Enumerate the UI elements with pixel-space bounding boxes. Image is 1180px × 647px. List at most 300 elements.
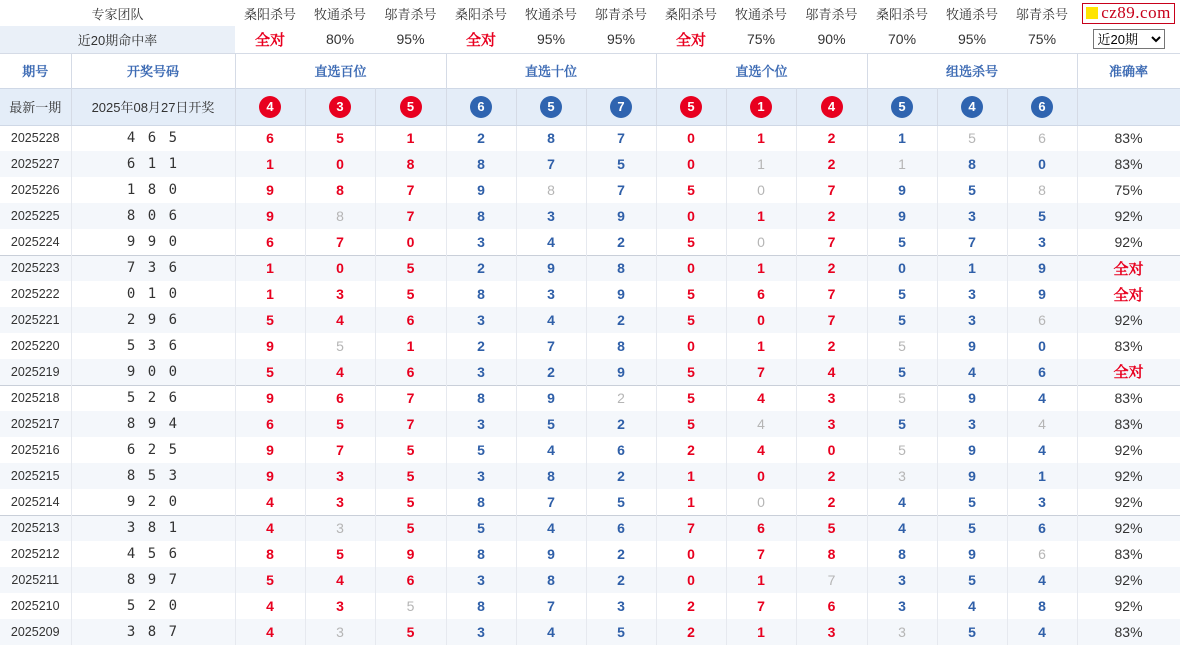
- kill-number: 5: [867, 229, 937, 255]
- kill-number: 4: [726, 411, 796, 437]
- kill-number: 0: [726, 229, 796, 255]
- kill-number: 7: [516, 593, 586, 619]
- issue-number: 2025218: [0, 385, 71, 411]
- kill-number: 6: [1007, 515, 1077, 541]
- kill-number: 1: [726, 151, 796, 177]
- expert-name: 桑阳杀号: [876, 6, 929, 22]
- kill-number: 9: [375, 541, 446, 567]
- kill-number: 9: [867, 177, 937, 203]
- draw-numbers: 8 0 6: [71, 203, 235, 229]
- kill-number: 9: [937, 541, 1007, 567]
- kill-number: 4: [937, 593, 1007, 619]
- kill-number: 5: [305, 411, 375, 437]
- hit-rate-row: [0, 26, 1180, 53]
- kill-number: 3: [446, 411, 516, 437]
- kill-number: 7: [726, 359, 796, 385]
- kill-number: 0: [867, 255, 937, 281]
- table-row: [0, 359, 1180, 385]
- kill-number: 1: [867, 125, 937, 151]
- kill-number: 4: [516, 229, 586, 255]
- kill-number: 3: [1007, 489, 1077, 515]
- hit-rate: 全对: [656, 26, 726, 53]
- kill-number: 7: [375, 411, 446, 437]
- kill-number: 3: [305, 489, 375, 515]
- number-ball: 7: [610, 96, 632, 118]
- kill-number: 9: [867, 203, 937, 229]
- kill-number: 8: [516, 125, 586, 151]
- kill-number: 5: [656, 307, 726, 333]
- kill-number: 2: [586, 541, 656, 567]
- kill-number: 8: [446, 385, 516, 411]
- kill-number: 5: [937, 619, 1007, 645]
- kill-number: 4: [937, 359, 1007, 385]
- accuracy-value: 92%: [1077, 437, 1180, 463]
- group-header-units: 直选个位: [656, 53, 867, 88]
- table-row: [0, 281, 1180, 307]
- kill-number: 5: [937, 125, 1007, 151]
- latest-ball-cell: [796, 88, 867, 125]
- kill-number: 2: [796, 203, 867, 229]
- kill-number: 4: [867, 515, 937, 541]
- latest-ball-cell: [1007, 88, 1077, 125]
- expert-name: 桑阳杀号: [455, 6, 508, 22]
- kill-number: 4: [235, 593, 305, 619]
- kill-number: 7: [586, 177, 656, 203]
- issue-number: 2025211: [0, 567, 71, 593]
- kill-number: 8: [796, 541, 867, 567]
- kill-number: 1: [937, 255, 1007, 281]
- kill-number: 9: [937, 333, 1007, 359]
- draw-numbers: 8 9 7: [71, 567, 235, 593]
- kill-number: 2: [796, 463, 867, 489]
- kill-number: 0: [656, 125, 726, 151]
- kill-number: 0: [305, 151, 375, 177]
- group-header-group-kill: 组选杀号: [867, 53, 1077, 88]
- table-row: [0, 489, 1180, 515]
- kill-number: 2: [586, 229, 656, 255]
- issue-number: 2025213: [0, 515, 71, 541]
- kill-number: 0: [726, 307, 796, 333]
- table-row: [0, 411, 1180, 437]
- group-header-row: [0, 53, 1180, 88]
- kill-number: 5: [656, 385, 726, 411]
- kill-number: 9: [235, 203, 305, 229]
- kill-number: 5: [1007, 203, 1077, 229]
- kill-number: 5: [375, 463, 446, 489]
- kill-number: 2: [446, 333, 516, 359]
- group-header-hundreds: 直选百位: [235, 53, 446, 88]
- kill-number: 5: [235, 567, 305, 593]
- kill-number: 7: [726, 593, 796, 619]
- kill-number: 5: [867, 437, 937, 463]
- number-ball: 5: [891, 96, 913, 118]
- kill-number: 3: [586, 593, 656, 619]
- kill-number: 5: [656, 359, 726, 385]
- kill-number: 5: [656, 281, 726, 307]
- latest-ball-cell: [305, 88, 375, 125]
- kill-number: 5: [375, 619, 446, 645]
- kill-number: 5: [586, 619, 656, 645]
- kill-number: 8: [375, 151, 446, 177]
- kill-number: 4: [1007, 385, 1077, 411]
- kill-number: 3: [446, 359, 516, 385]
- issue-number: 2025210: [0, 593, 71, 619]
- issue-number: 2025221: [0, 307, 71, 333]
- draw-numbers: 8 5 3: [71, 463, 235, 489]
- table-row: [0, 541, 1180, 567]
- latest-label: 最新一期: [0, 88, 71, 125]
- latest-issue-row: [0, 88, 1180, 125]
- kill-number: 9: [235, 333, 305, 359]
- kill-number: 3: [937, 281, 1007, 307]
- accuracy-value: 83%: [1077, 541, 1180, 567]
- kill-number: 4: [1007, 411, 1077, 437]
- draw-numbers: 8 9 4: [71, 411, 235, 437]
- kill-number: 7: [516, 333, 586, 359]
- kill-number: 8: [446, 541, 516, 567]
- issue-number: 2025228: [0, 125, 71, 151]
- kill-number: 2: [796, 151, 867, 177]
- kill-number: 9: [937, 463, 1007, 489]
- kill-number: 9: [516, 541, 586, 567]
- draw-numbers: 3 8 1: [71, 515, 235, 541]
- kill-number: 4: [516, 619, 586, 645]
- kill-number: 6: [726, 281, 796, 307]
- hit-rate: 90%: [796, 26, 867, 53]
- kill-number: 4: [516, 515, 586, 541]
- kill-number: 1: [726, 203, 796, 229]
- hit-rate: 95%: [586, 26, 656, 53]
- kill-number: 5: [796, 515, 867, 541]
- accuracy-value: 83%: [1077, 125, 1180, 151]
- kill-number: 2: [586, 463, 656, 489]
- kill-number: 4: [867, 489, 937, 515]
- kill-number: 1: [726, 567, 796, 593]
- number-ball: 4: [821, 96, 843, 118]
- kill-number: 3: [937, 411, 1007, 437]
- accuracy-value: 92%: [1077, 567, 1180, 593]
- table-row: [0, 567, 1180, 593]
- kill-number: 0: [656, 151, 726, 177]
- kill-number: 3: [796, 411, 867, 437]
- period-select[interactable]: [1093, 29, 1165, 49]
- kill-number: 1: [375, 333, 446, 359]
- hit-rate: 95%: [375, 26, 446, 53]
- latest-ball-cell: [867, 88, 937, 125]
- kill-number: 4: [516, 437, 586, 463]
- kill-number: 5: [656, 177, 726, 203]
- kill-number: 8: [305, 203, 375, 229]
- accuracy-column-header: 准确率: [1077, 53, 1180, 88]
- kill-number: 5: [375, 281, 446, 307]
- kill-number: 7: [796, 281, 867, 307]
- expert-name: 牧通杀号: [946, 6, 999, 22]
- kill-number: 2: [586, 567, 656, 593]
- kill-number: 5: [305, 333, 375, 359]
- latest-ball-cell: [375, 88, 446, 125]
- period-select-cell: [1077, 26, 1180, 53]
- kill-number: 5: [656, 229, 726, 255]
- issue-number: 2025222: [0, 281, 71, 307]
- kill-number: 9: [235, 463, 305, 489]
- kill-number: 6: [1007, 359, 1077, 385]
- number-ball: 5: [680, 96, 702, 118]
- kill-number: 3: [305, 593, 375, 619]
- kill-number: 1: [656, 489, 726, 515]
- kill-number: 2: [446, 125, 516, 151]
- kill-number: 1: [867, 151, 937, 177]
- kill-number: 5: [305, 125, 375, 151]
- kill-number: 1: [726, 125, 796, 151]
- kill-number: 4: [1007, 567, 1077, 593]
- kill-number: 3: [305, 619, 375, 645]
- kill-number: 5: [867, 411, 937, 437]
- kill-number: 7: [586, 125, 656, 151]
- kill-number: 3: [937, 203, 1007, 229]
- hit-rate: 70%: [867, 26, 937, 53]
- accuracy-value: 92%: [1077, 593, 1180, 619]
- kill-number: 9: [1007, 281, 1077, 307]
- kill-number: 6: [235, 411, 305, 437]
- kill-number: 3: [867, 593, 937, 619]
- kill-number: 4: [516, 307, 586, 333]
- table-row: [0, 151, 1180, 177]
- accuracy-value: 83%: [1077, 411, 1180, 437]
- issue-number: 2025220: [0, 333, 71, 359]
- kill-number: 0: [796, 437, 867, 463]
- latest-ball-cell: [446, 88, 516, 125]
- kill-number: 4: [1007, 437, 1077, 463]
- hit-rate: 全对: [446, 26, 516, 53]
- number-ball: 5: [400, 96, 422, 118]
- kill-number: 6: [1007, 307, 1077, 333]
- kill-number: 5: [375, 489, 446, 515]
- kill-number: 7: [516, 489, 586, 515]
- expert-name: 桑阳杀号: [244, 6, 297, 22]
- table-row: [0, 229, 1180, 255]
- kill-number: 5: [937, 567, 1007, 593]
- kill-number: 8: [937, 151, 1007, 177]
- draw-column-header: 开奖号码: [71, 53, 235, 88]
- accuracy-value: 92%: [1077, 307, 1180, 333]
- kill-number: 8: [446, 151, 516, 177]
- kill-number: 5: [867, 307, 937, 333]
- draw-numbers: 9 0 0: [71, 359, 235, 385]
- kill-number: 8: [586, 255, 656, 281]
- kill-number: 8: [235, 541, 305, 567]
- kill-number: 9: [516, 385, 586, 411]
- kill-number: 1: [726, 619, 796, 645]
- table-row: [0, 437, 1180, 463]
- kill-number: 9: [446, 177, 516, 203]
- kill-number: 9: [235, 385, 305, 411]
- kill-number: 2: [796, 333, 867, 359]
- kill-number: 9: [1007, 255, 1077, 281]
- kill-number: 7: [726, 541, 796, 567]
- kill-number: 7: [656, 515, 726, 541]
- draw-numbers: 3 8 7: [71, 619, 235, 645]
- draw-numbers: 5 3 6: [71, 333, 235, 359]
- accuracy-value: 83%: [1077, 151, 1180, 177]
- number-ball: 5: [540, 96, 562, 118]
- kill-number: 2: [446, 255, 516, 281]
- kill-number: 4: [235, 515, 305, 541]
- latest-ball-cell: [726, 88, 796, 125]
- accuracy-value: 83%: [1077, 333, 1180, 359]
- team-label: 专家团队: [91, 6, 144, 22]
- hit-rate: 75%: [1007, 26, 1077, 53]
- accuracy-value: 83%: [1077, 619, 1180, 645]
- expert-name: 邬青杀号: [595, 6, 648, 22]
- kill-number: 4: [305, 567, 375, 593]
- kill-number: 8: [305, 177, 375, 203]
- kill-number: 1: [235, 255, 305, 281]
- table-row: [0, 619, 1180, 645]
- kill-number: 1: [726, 333, 796, 359]
- kill-number: 3: [446, 307, 516, 333]
- kill-number: 5: [937, 177, 1007, 203]
- kill-number: 6: [235, 229, 305, 255]
- kill-number: 7: [796, 229, 867, 255]
- kill-number: 3: [796, 619, 867, 645]
- kill-number: 5: [937, 489, 1007, 515]
- number-ball: 3: [329, 96, 351, 118]
- kill-number: 9: [516, 255, 586, 281]
- kill-number: 9: [586, 203, 656, 229]
- kill-number: 3: [796, 385, 867, 411]
- kill-number: 3: [446, 229, 516, 255]
- draw-numbers: 1 8 0: [71, 177, 235, 203]
- kill-number: 5: [586, 151, 656, 177]
- issue-number: 2025225: [0, 203, 71, 229]
- kill-number: 4: [796, 359, 867, 385]
- kill-number: 3: [867, 463, 937, 489]
- kill-number: 0: [375, 229, 446, 255]
- accuracy-value: 全对: [1077, 281, 1180, 307]
- issue-number: 2025226: [0, 177, 71, 203]
- issue-number: 2025219: [0, 359, 71, 385]
- kill-number: 0: [656, 333, 726, 359]
- logo-cell: [1077, 0, 1180, 26]
- draw-numbers: 6 2 5: [71, 437, 235, 463]
- table-row: [0, 177, 1180, 203]
- kill-number: 5: [235, 307, 305, 333]
- kill-number: 7: [375, 177, 446, 203]
- table-row: [0, 125, 1180, 151]
- kill-number: 4: [1007, 619, 1077, 645]
- expert-name: 牧通杀号: [735, 6, 788, 22]
- issue-number: 2025224: [0, 229, 71, 255]
- kill-number: 5: [446, 437, 516, 463]
- kill-number: 3: [516, 203, 586, 229]
- draw-numbers: 0 1 0: [71, 281, 235, 307]
- kill-number: 3: [867, 619, 937, 645]
- kill-number: 5: [375, 515, 446, 541]
- latest-ball-cell: [656, 88, 726, 125]
- kill-number: 4: [726, 385, 796, 411]
- kill-number: 9: [235, 177, 305, 203]
- hit-rate: 95%: [516, 26, 586, 53]
- kill-number: 6: [796, 593, 867, 619]
- latest-ball-cell: [937, 88, 1007, 125]
- kill-number: 0: [1007, 333, 1077, 359]
- kill-number: 7: [375, 203, 446, 229]
- draw-numbers: 2 9 6: [71, 307, 235, 333]
- kill-number: 0: [726, 463, 796, 489]
- kill-number: 3: [305, 463, 375, 489]
- kill-number: 6: [375, 359, 446, 385]
- kill-number: 8: [446, 593, 516, 619]
- kill-number: 5: [586, 489, 656, 515]
- kill-number: 6: [375, 307, 446, 333]
- kill-number: 5: [656, 411, 726, 437]
- kill-number: 2: [656, 593, 726, 619]
- kill-number: 5: [446, 515, 516, 541]
- kill-number: 0: [726, 177, 796, 203]
- issue-number: 2025216: [0, 437, 71, 463]
- table-row: [0, 203, 1180, 229]
- kill-number: 0: [726, 489, 796, 515]
- kill-number: 6: [1007, 541, 1077, 567]
- issue-number: 2025209: [0, 619, 71, 645]
- kill-number: 1: [375, 125, 446, 151]
- kill-number: 5: [235, 359, 305, 385]
- kill-number: 1: [235, 151, 305, 177]
- kill-number: 3: [305, 281, 375, 307]
- site-logo[interactable]: [1082, 3, 1175, 24]
- table-row: [0, 463, 1180, 489]
- kill-number: 2: [586, 411, 656, 437]
- kill-number: 9: [937, 437, 1007, 463]
- latest-ball-cell: [586, 88, 656, 125]
- kill-number: 7: [305, 437, 375, 463]
- table-row: [0, 333, 1180, 359]
- expert-header-row: [0, 0, 1180, 26]
- draw-numbers: 9 2 0: [71, 489, 235, 515]
- draw-numbers: 9 9 0: [71, 229, 235, 255]
- kill-number: 2: [586, 385, 656, 411]
- hit-rate-label: 近20期命中率: [0, 26, 235, 53]
- kill-number: 8: [516, 177, 586, 203]
- latest-draw-date: 2025年08月27日开奖: [71, 88, 235, 125]
- kill-number: 4: [726, 437, 796, 463]
- kill-number: 6: [586, 437, 656, 463]
- number-ball: 6: [1031, 96, 1053, 118]
- accuracy-value: 92%: [1077, 489, 1180, 515]
- kill-number: 4: [305, 307, 375, 333]
- kill-number: 9: [937, 385, 1007, 411]
- hit-rate: 80%: [305, 26, 375, 53]
- kill-number: 8: [446, 489, 516, 515]
- kill-number: 0: [656, 203, 726, 229]
- table-row: [0, 515, 1180, 541]
- kill-number: 5: [937, 515, 1007, 541]
- latest-ball-cell: [235, 88, 305, 125]
- kill-number: 4: [235, 489, 305, 515]
- kill-number: 3: [446, 619, 516, 645]
- accuracy-value: 83%: [1077, 385, 1180, 411]
- expert-name: 邬青杀号: [384, 6, 437, 22]
- kill-number: 1: [656, 463, 726, 489]
- kill-number: 2: [796, 489, 867, 515]
- kill-number: 2: [586, 307, 656, 333]
- kill-number: 0: [305, 255, 375, 281]
- kill-number: 5: [375, 593, 446, 619]
- table-row: [0, 307, 1180, 333]
- kill-number: 8: [516, 567, 586, 593]
- accuracy-value: 92%: [1077, 463, 1180, 489]
- kill-number: 0: [656, 541, 726, 567]
